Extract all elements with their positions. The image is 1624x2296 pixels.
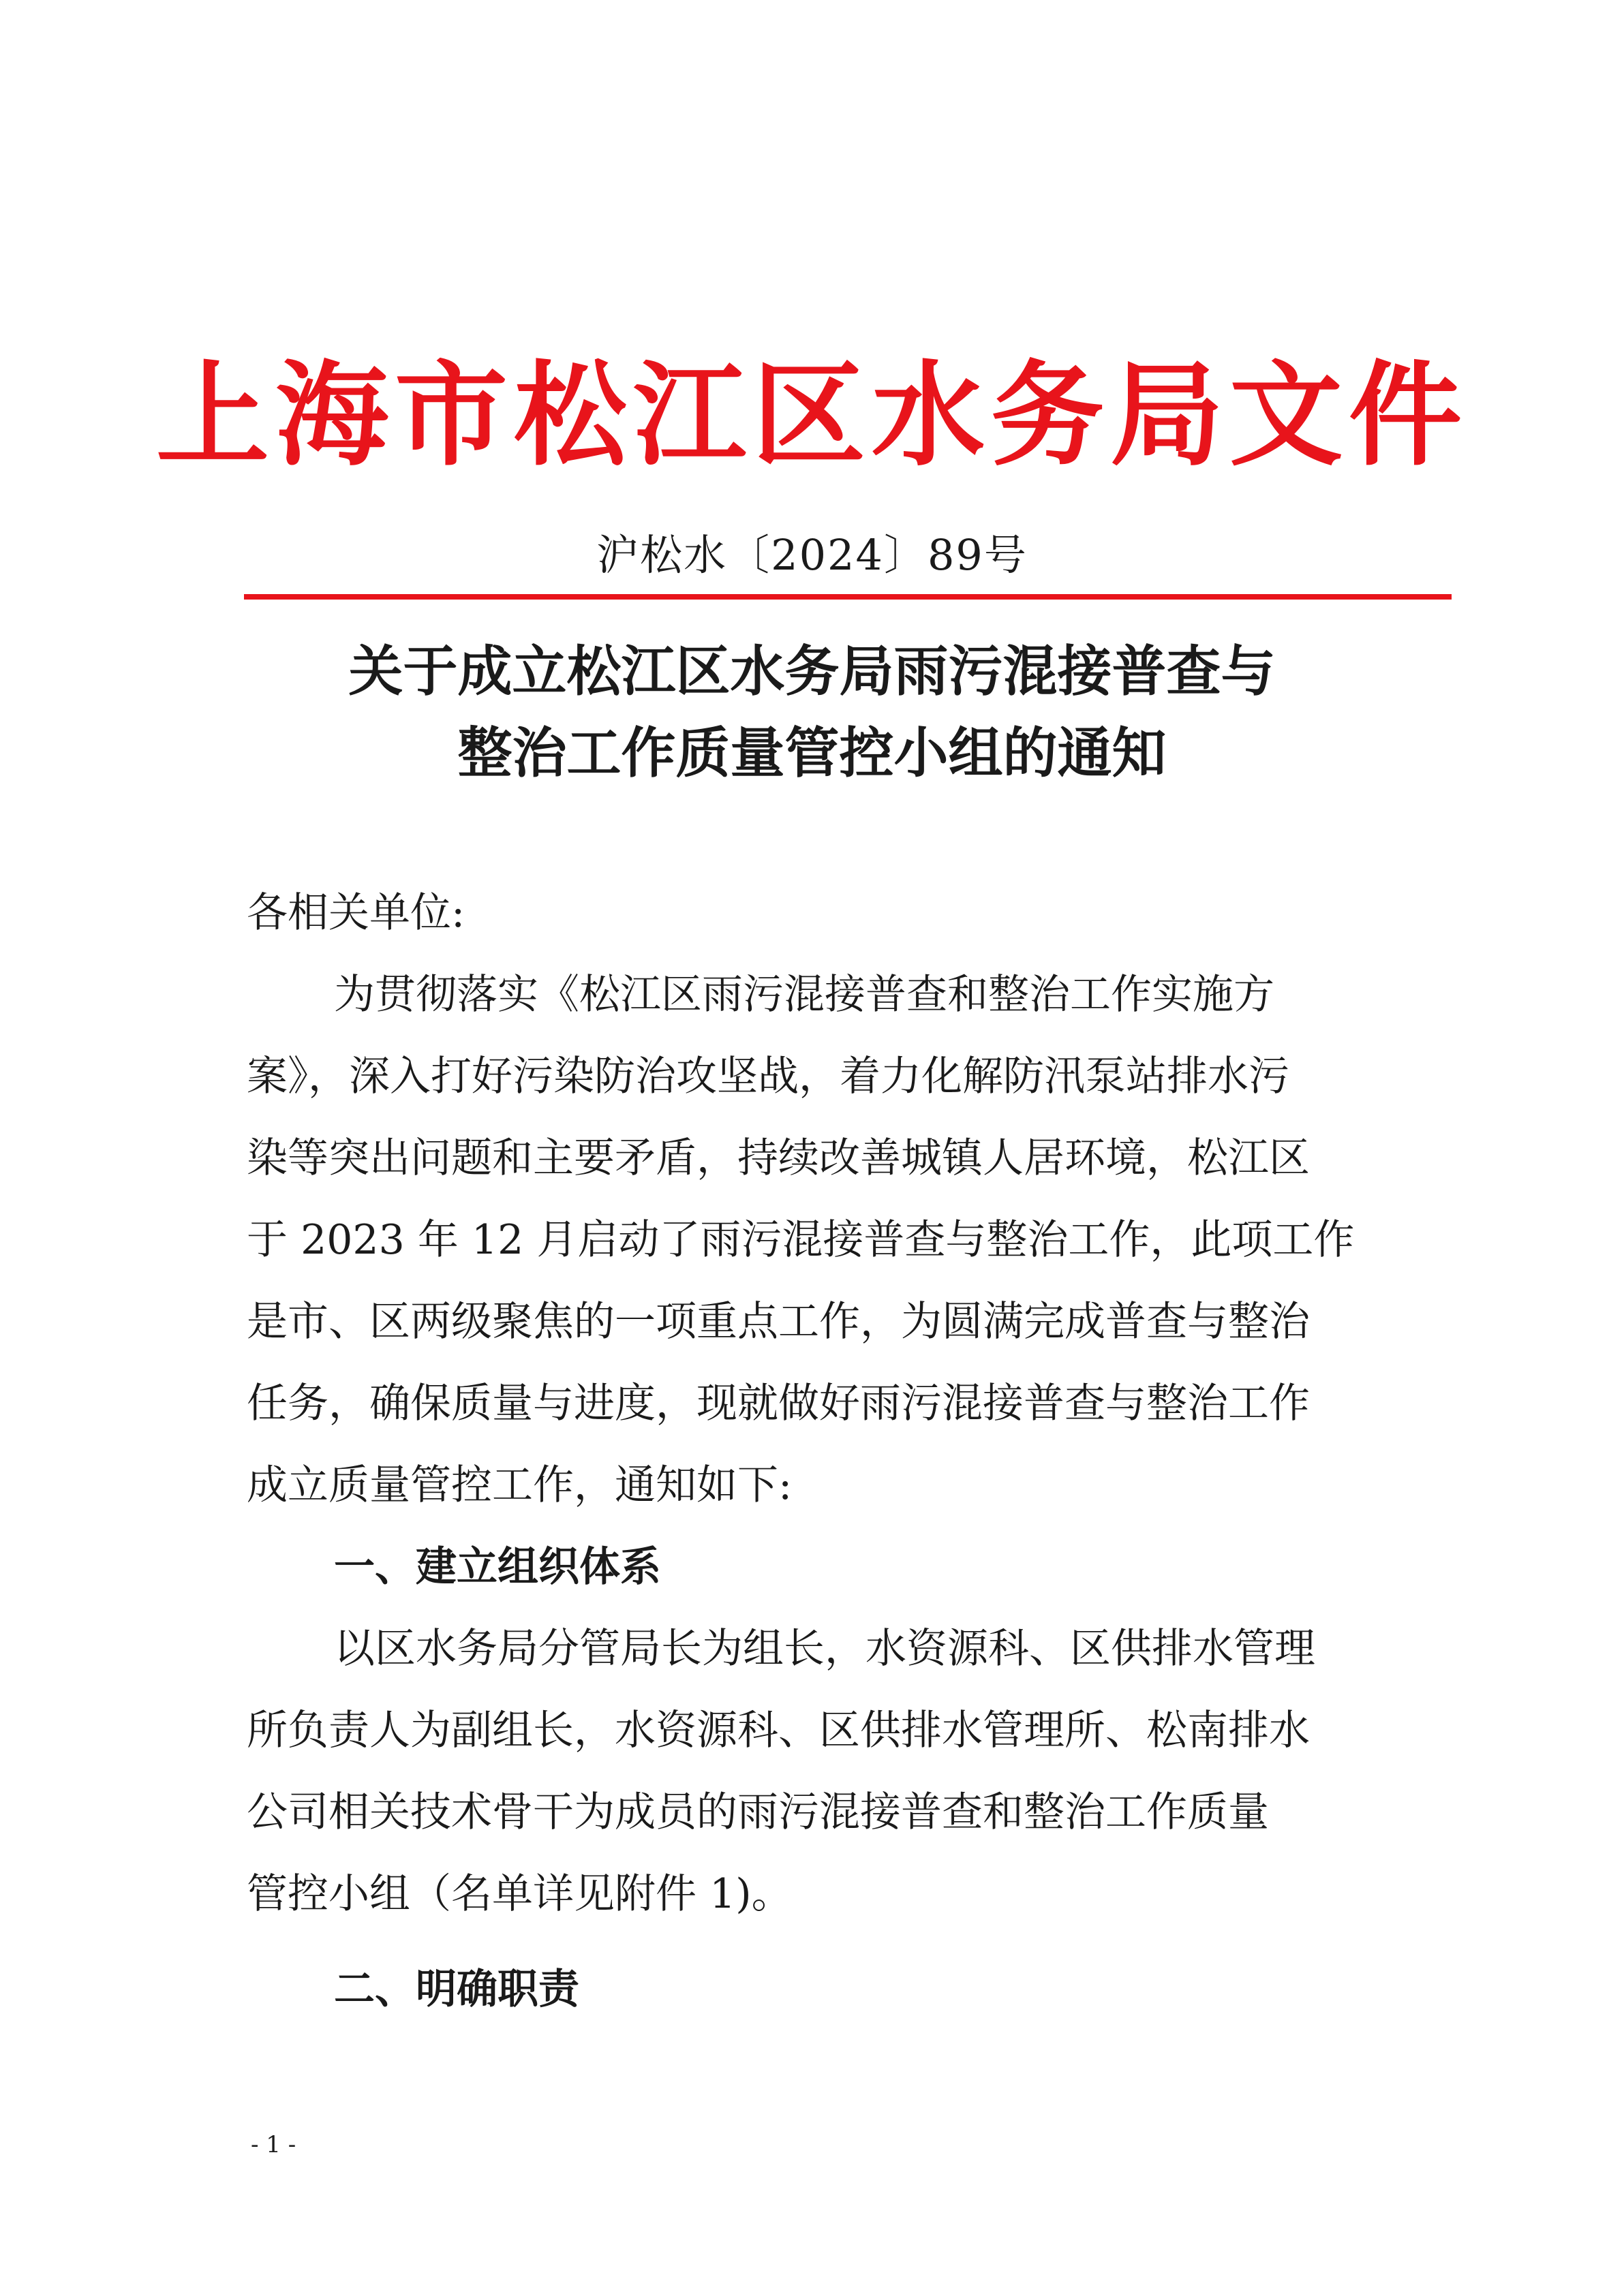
document-title-line-1: 关于成立松江区水务局雨污混接普查与 [348,639,1276,703]
intro-paragraph-line: 案》，深入打好污染防治攻坚战，着力化解防汛泵站排水污 [247,1053,1289,1100]
red-divider-line [244,594,1452,600]
document-title-line-2: 整治工作质量管控小组的通知 [457,721,1167,785]
intro-paragraph-line: 是市、区两级聚焦的一项重点工作，为圆满完成普查与整治 [247,1298,1310,1346]
document-number: 沪松水〔2024〕89号 [596,530,1028,580]
intro-paragraph-line: 为贯彻落实《松江区雨污混接普查和整治工作实施方 [334,971,1274,1019]
intro-paragraph-line: 成立质量管控工作，通知如下: [247,1461,793,1509]
section1-paragraph-line: 公司相关技术骨干为成员的雨污混接普查和整治工作质量 [247,1788,1269,1836]
intro-paragraph-line: 染等突出问题和主要矛盾，持续改善城镇人居环境，松江区 [247,1134,1310,1182]
masthead-title: 上海市松江区水务局文件 [156,349,1468,482]
intro-paragraph-line: 于 2023 年 12 月启动了雨污混接普查与整治工作，此项工作 [247,1216,1355,1264]
section1-paragraph-line: 管控小组（名单详见附件 1)。 [247,1870,793,1918]
section1-paragraph-line: 所负责人为副组长，水资源科、区供排水管理所、松南排水 [247,1707,1310,1754]
section1-paragraph-line: 以区水务局分管局长为组长，水资源科、区供排水管理 [334,1625,1315,1673]
intro-paragraph-line: 任务，确保质量与进度，现就做好雨污混接普查与整治工作 [247,1380,1310,1427]
section-heading-1: 一、建立组织体系 [334,1543,661,1591]
salutation: 各相关单位: [247,889,465,937]
section-heading-2: 二、明确职责 [334,1966,579,2013]
page-number: - 1 - [251,2131,296,2158]
